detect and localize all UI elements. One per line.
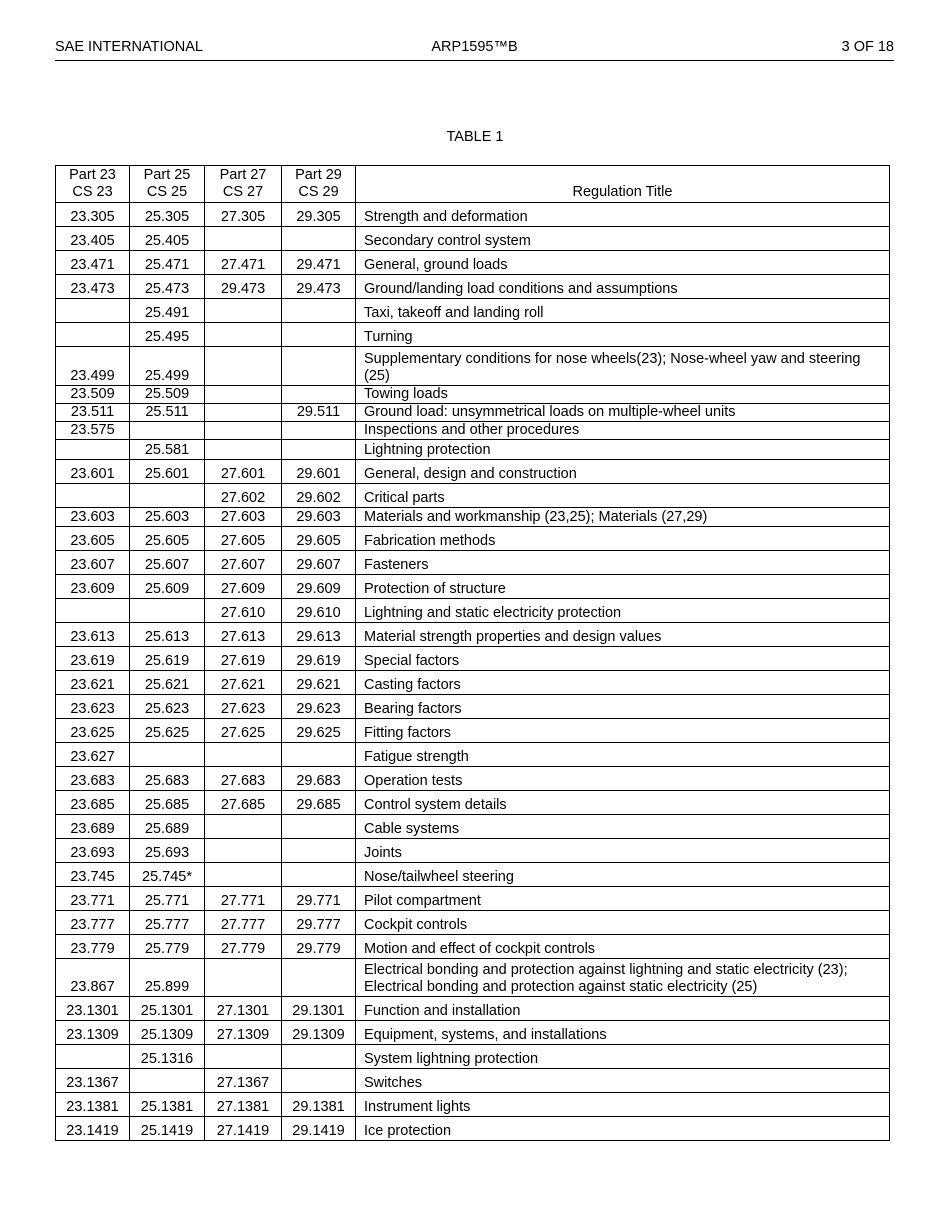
table-row (56, 347, 890, 386)
cell-regulation-title: Strength and deformation (356, 203, 890, 227)
cell-p27 (205, 299, 282, 323)
cell-p29: 29.1419 (282, 1117, 356, 1141)
cell-p27: 27.603 (205, 508, 282, 527)
cell-p29 (282, 839, 356, 863)
cell-p27: 27.602 (205, 484, 282, 508)
cell-p27 (205, 386, 282, 404)
cell-p27: 27.621 (205, 671, 282, 695)
cell-p23: 23.575 (56, 422, 130, 440)
col-header-line: CS 25 (146, 184, 188, 200)
table-row (56, 623, 890, 647)
cell-p29: 29.685 (282, 791, 356, 815)
table-row (56, 440, 890, 460)
cell-p23: 23.867 (56, 959, 130, 997)
cell-p29: 29.683 (282, 767, 356, 791)
cell-p27: 27.619 (205, 647, 282, 671)
cell-p25 (130, 1069, 205, 1093)
cell-p29 (282, 863, 356, 887)
table-row (56, 275, 890, 299)
cell-p29 (282, 299, 356, 323)
col-header-line: CS 23 (72, 184, 113, 200)
cell-p25: 25.625 (130, 719, 205, 743)
cell-p29: 29.511 (282, 404, 356, 422)
cell-p27: 27.1419 (205, 1117, 282, 1141)
col-header-part27 (205, 166, 282, 203)
cell-p25: 25.603 (130, 508, 205, 527)
cell-p27 (205, 815, 282, 839)
cell-p29: 29.621 (282, 671, 356, 695)
cell-p27 (205, 959, 282, 997)
cell-p29: 29.471 (282, 251, 356, 275)
cell-regulation-title: Fitting factors (356, 719, 890, 743)
cell-p29: 29.602 (282, 484, 356, 508)
cell-p27 (205, 839, 282, 863)
cell-p27 (205, 422, 282, 440)
cell-p25: 25.619 (130, 647, 205, 671)
cell-p23: 23.609 (56, 575, 130, 599)
cell-p23: 23.621 (56, 671, 130, 695)
cell-p29 (282, 1069, 356, 1093)
cell-regulation-title: Ice protection (356, 1117, 890, 1141)
cell-p23: 23.745 (56, 863, 130, 887)
org-name: SAE INTERNATIONAL (55, 39, 203, 55)
cell-p27: 27.623 (205, 695, 282, 719)
document-number: ARP1595™B (431, 39, 518, 55)
cell-p25 (130, 422, 205, 440)
cell-p29 (282, 347, 356, 386)
cell-p25: 25.305 (130, 203, 205, 227)
col-header-part23 (56, 166, 130, 203)
cell-p23: 23.601 (56, 460, 130, 484)
cell-p29: 29.305 (282, 203, 356, 227)
cell-p23: 23.771 (56, 887, 130, 911)
cell-p25: 25.613 (130, 623, 205, 647)
cell-p27: 27.1367 (205, 1069, 282, 1093)
cell-regulation-title: Pilot compartment (356, 887, 890, 911)
cell-regulation-title: Inspections and other procedures (356, 422, 890, 440)
cell-regulation-title: Switches (356, 1069, 890, 1093)
cell-p23: 23.471 (56, 251, 130, 275)
table-row (56, 997, 890, 1021)
table-row (56, 422, 890, 440)
col-header-line: CS 27 (222, 184, 264, 200)
cell-p23 (56, 484, 130, 508)
table-row (56, 508, 890, 527)
table-row (56, 767, 890, 791)
cell-p25: 25.1309 (130, 1021, 205, 1045)
table-row (56, 791, 890, 815)
cell-p23: 23.603 (56, 508, 130, 527)
table-row (56, 1021, 890, 1045)
cell-p29: 29.609 (282, 575, 356, 599)
cell-p25: 25.581 (130, 440, 205, 460)
cell-p23: 23.509 (56, 386, 130, 404)
cell-p29 (282, 422, 356, 440)
cell-p25: 25.495 (130, 323, 205, 347)
cell-p27: 27.609 (205, 575, 282, 599)
cell-p25: 25.1381 (130, 1093, 205, 1117)
table-row (56, 251, 890, 275)
cell-p27: 27.605 (205, 527, 282, 551)
table-row (56, 887, 890, 911)
cell-regulation-title: Cockpit controls (356, 911, 890, 935)
table-row (56, 1069, 890, 1093)
cell-p29: 29.613 (282, 623, 356, 647)
table-row (56, 935, 890, 959)
cell-p25: 25.685 (130, 791, 205, 815)
cell-regulation-title: Ground/landing load conditions and assumptions (356, 275, 890, 299)
table-row (56, 719, 890, 743)
cell-p29 (282, 959, 356, 997)
table-row (56, 599, 890, 623)
cell-regulation-title: General, design and construction (356, 460, 890, 484)
table-row (56, 959, 890, 997)
cell-p29: 29.619 (282, 647, 356, 671)
cell-p27: 27.777 (205, 911, 282, 935)
table-row (56, 404, 890, 422)
cell-p23: 23.473 (56, 275, 130, 299)
cell-p23: 23.693 (56, 839, 130, 863)
cell-p23: 23.511 (56, 404, 130, 422)
cell-regulation-title: Bearing factors (356, 695, 890, 719)
cell-p23: 23.1419 (56, 1117, 130, 1141)
cell-p25 (130, 599, 205, 623)
cell-regulation-title: Material strength properties and design values (356, 623, 890, 647)
cell-p25: 25.779 (130, 935, 205, 959)
cell-p29 (282, 815, 356, 839)
cell-p25: 25.609 (130, 575, 205, 599)
cell-p27 (205, 323, 282, 347)
cell-p25 (130, 484, 205, 508)
col-header-line: CS 29 (298, 184, 339, 200)
table-row (56, 695, 890, 719)
cell-p23: 23.1367 (56, 1069, 130, 1093)
table-row (56, 839, 890, 863)
cell-p25: 25.509 (130, 386, 205, 404)
cell-regulation-title: Motion and effect of cockpit controls (356, 935, 890, 959)
cell-p23: 23.779 (56, 935, 130, 959)
cell-p29 (282, 1045, 356, 1069)
cell-p25: 25.473 (130, 275, 205, 299)
table-row (56, 460, 890, 484)
col-header-line: Part 23 (69, 167, 116, 183)
cell-p23: 23.1301 (56, 997, 130, 1021)
cell-p27 (205, 440, 282, 460)
cell-p29 (282, 743, 356, 767)
cell-regulation-title: Control system details (356, 791, 890, 815)
cell-regulation-title: Operation tests (356, 767, 890, 791)
cell-p23: 23.689 (56, 815, 130, 839)
table-row (56, 743, 890, 767)
cell-p23: 23.607 (56, 551, 130, 575)
cell-p25: 25.1301 (130, 997, 205, 1021)
cell-p29: 29.1301 (282, 997, 356, 1021)
running-header (55, 38, 894, 61)
cell-p23: 23.605 (56, 527, 130, 551)
cell-regulation-title: General, ground loads (356, 251, 890, 275)
table-row (56, 1117, 890, 1141)
cell-p23: 23.1381 (56, 1093, 130, 1117)
cell-p23: 23.405 (56, 227, 130, 251)
cell-p29: 29.779 (282, 935, 356, 959)
regulation-table (55, 165, 890, 1141)
cell-p23: 23.685 (56, 791, 130, 815)
cell-regulation-title: Supplementary conditions for nose wheels(23); Nose-wheel yaw and steering (25) (356, 347, 890, 386)
page-number: 3 OF 18 (841, 39, 894, 55)
table-row (56, 863, 890, 887)
cell-p25: 25.1316 (130, 1045, 205, 1069)
cell-regulation-title: Turning (356, 323, 890, 347)
cell-p27: 27.601 (205, 460, 282, 484)
cell-p27: 29.473 (205, 275, 282, 299)
table-row (56, 671, 890, 695)
cell-regulation-title: Electrical bonding and protection against lightning and static electricity (23); Electrical bonding and protection against static electricity (25) (356, 959, 890, 997)
cell-p29: 29.771 (282, 887, 356, 911)
table-row (56, 1045, 890, 1069)
cell-p29: 29.601 (282, 460, 356, 484)
table-caption: TABLE 1 (446, 129, 504, 145)
cell-regulation-title: Casting factors (356, 671, 890, 695)
cell-regulation-title: Towing loads (356, 386, 890, 404)
col-header-line: Regulation Title (572, 184, 673, 200)
table-body (56, 203, 890, 1141)
table-row (56, 299, 890, 323)
cell-p25 (130, 743, 205, 767)
cell-p29 (282, 323, 356, 347)
table-row (56, 1093, 890, 1117)
col-header-part29 (282, 166, 356, 203)
cell-p23: 23.683 (56, 767, 130, 791)
cell-p27: 27.610 (205, 599, 282, 623)
cell-regulation-title: Protection of structure (356, 575, 890, 599)
cell-regulation-title: Critical parts (356, 484, 890, 508)
col-header-line: Part 25 (143, 167, 191, 183)
cell-regulation-title: Cable systems (356, 815, 890, 839)
table-row (56, 647, 890, 671)
cell-p27 (205, 347, 282, 386)
cell-regulation-title: Fasteners (356, 551, 890, 575)
cell-p25: 25.605 (130, 527, 205, 551)
cell-p25: 25.777 (130, 911, 205, 935)
table-row (56, 575, 890, 599)
cell-p29 (282, 440, 356, 460)
cell-regulation-title: Materials and workmanship (23,25); Materials (27,29) (356, 508, 890, 527)
cell-p27: 27.685 (205, 791, 282, 815)
cell-regulation-title: Taxi, takeoff and landing roll (356, 299, 890, 323)
cell-p25: 25.601 (130, 460, 205, 484)
cell-p29 (282, 386, 356, 404)
cell-p29: 29.473 (282, 275, 356, 299)
cell-p27: 27.771 (205, 887, 282, 911)
cell-p25: 25.899 (130, 959, 205, 997)
col-header-part25 (130, 166, 205, 203)
cell-regulation-title: Fatigue strength (356, 743, 890, 767)
cell-p27 (205, 227, 282, 251)
cell-regulation-title: Lightning and static electricity protection (356, 599, 890, 623)
cell-p23: 23.499 (56, 347, 130, 386)
cell-p29: 29.607 (282, 551, 356, 575)
cell-p25: 25.683 (130, 767, 205, 791)
cell-regulation-title: Equipment, systems, and installations (356, 1021, 890, 1045)
cell-p29 (282, 227, 356, 251)
cell-regulation-title: Joints (356, 839, 890, 863)
cell-p29: 29.1309 (282, 1021, 356, 1045)
cell-p27 (205, 863, 282, 887)
cell-p25: 25.405 (130, 227, 205, 251)
table-row (56, 484, 890, 508)
cell-p27: 27.1301 (205, 997, 282, 1021)
cell-p25: 25.511 (130, 404, 205, 422)
cell-p23: 23.1309 (56, 1021, 130, 1045)
cell-p27: 27.683 (205, 767, 282, 791)
table-row (56, 203, 890, 227)
cell-p27: 27.1309 (205, 1021, 282, 1045)
cell-p23 (56, 299, 130, 323)
cell-p25: 25.607 (130, 551, 205, 575)
cell-p23 (56, 440, 130, 460)
cell-p23: 23.613 (56, 623, 130, 647)
cell-p25: 25.621 (130, 671, 205, 695)
cell-p29: 29.605 (282, 527, 356, 551)
cell-p23: 23.777 (56, 911, 130, 935)
table-row (56, 527, 890, 551)
cell-regulation-title: Nose/tailwheel steering (356, 863, 890, 887)
cell-p29: 29.603 (282, 508, 356, 527)
cell-p29: 29.623 (282, 695, 356, 719)
cell-p25: 25.471 (130, 251, 205, 275)
cell-p27 (205, 404, 282, 422)
cell-p27: 27.625 (205, 719, 282, 743)
cell-p27: 27.779 (205, 935, 282, 959)
table-row (56, 551, 890, 575)
cell-p27: 27.305 (205, 203, 282, 227)
cell-p25: 25.1419 (130, 1117, 205, 1141)
table-row (56, 227, 890, 251)
table-row (56, 911, 890, 935)
cell-p25: 25.771 (130, 887, 205, 911)
cell-p25: 25.745* (130, 863, 205, 887)
table-header-row (56, 166, 890, 203)
cell-regulation-title: Function and installation (356, 997, 890, 1021)
cell-regulation-title: System lightning protection (356, 1045, 890, 1069)
cell-p27: 27.1381 (205, 1093, 282, 1117)
cell-p25: 25.623 (130, 695, 205, 719)
cell-regulation-title: Fabrication methods (356, 527, 890, 551)
col-header-line: Part 29 (295, 167, 342, 183)
cell-p23: 23.305 (56, 203, 130, 227)
cell-p25: 25.499 (130, 347, 205, 386)
col-header-title (356, 166, 890, 203)
cell-p29: 29.1381 (282, 1093, 356, 1117)
cell-p23 (56, 323, 130, 347)
cell-regulation-title: Secondary control system (356, 227, 890, 251)
cell-p27: 27.471 (205, 251, 282, 275)
cell-p29: 29.777 (282, 911, 356, 935)
cell-p27: 27.607 (205, 551, 282, 575)
cell-p25: 25.693 (130, 839, 205, 863)
cell-regulation-title: Special factors (356, 647, 890, 671)
cell-regulation-title: Instrument lights (356, 1093, 890, 1117)
table-row (56, 386, 890, 404)
cell-p23: 23.627 (56, 743, 130, 767)
cell-p23 (56, 599, 130, 623)
cell-p25: 25.689 (130, 815, 205, 839)
cell-p29: 29.610 (282, 599, 356, 623)
cell-regulation-title: Lightning protection (356, 440, 890, 460)
cell-regulation-title: Ground load: unsymmetrical loads on multiple-wheel units (356, 404, 890, 422)
table-row (56, 323, 890, 347)
cell-p27 (205, 1045, 282, 1069)
cell-p23: 23.623 (56, 695, 130, 719)
cell-p25: 25.491 (130, 299, 205, 323)
cell-p29: 29.625 (282, 719, 356, 743)
table-row (56, 815, 890, 839)
cell-p23: 23.619 (56, 647, 130, 671)
cell-p23: 23.625 (56, 719, 130, 743)
cell-p27 (205, 743, 282, 767)
cell-p23 (56, 1045, 130, 1069)
col-header-line: Part 27 (219, 167, 267, 183)
cell-p27: 27.613 (205, 623, 282, 647)
